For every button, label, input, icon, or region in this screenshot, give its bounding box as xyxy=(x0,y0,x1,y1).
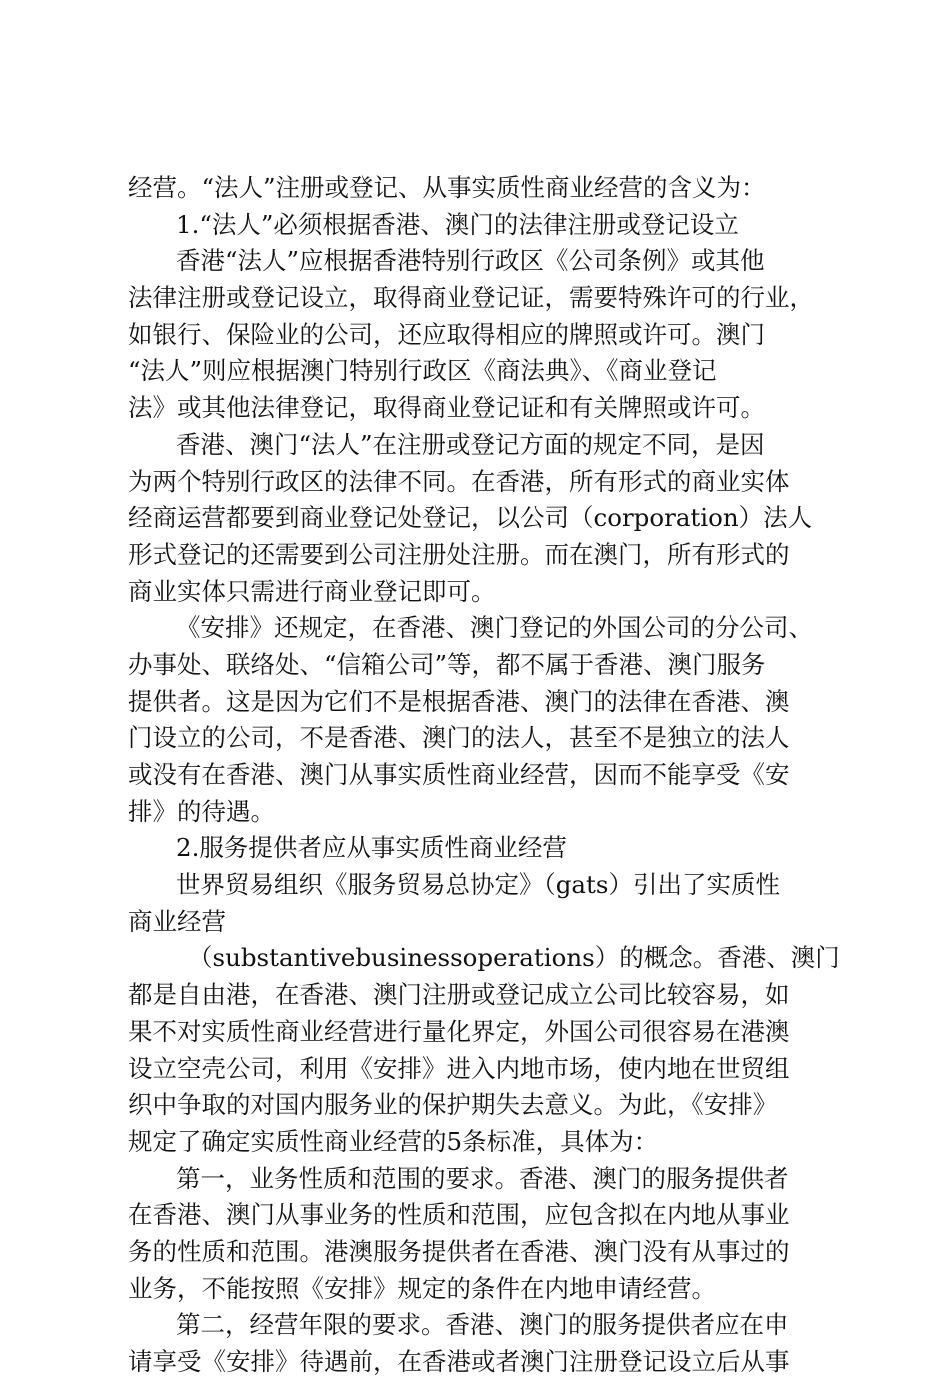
text-line: 商业实体只需进行商业登记即可。 xyxy=(128,576,496,606)
text-line: 规定了确定实质性商业经营的5条标准，具体为： xyxy=(128,1126,659,1156)
text-line: 为两个特别行政区的法律不同。在香港，所有形式的商业实体 xyxy=(128,466,790,496)
text-line: 提供者。这是因为它们不是根据香港、澳门的法律在香港、澳 xyxy=(128,686,790,716)
text-line: 设立空壳公司，利用《安排》进入内地市场，使内地在世贸组 xyxy=(128,1053,790,1083)
text-line: 香港、澳门“法人”在注册或登记方面的规定不同，是因 xyxy=(176,429,765,459)
text-line: 经商运营都要到商业登记处登记，以公司（corporation）法人 xyxy=(128,503,813,533)
text-line: 第一，业务性质和范围的要求。香港、澳门的服务提供者 xyxy=(176,1163,789,1193)
document-body xyxy=(128,170,848,1381)
text-line: 业务，不能按照《安排》规定的条件在内地申请经营。 xyxy=(128,1273,716,1303)
section-heading-2: 2.服务提供者应从事实质性商业经营 xyxy=(176,833,567,863)
text-line: 如银行、保险业的公司，还应取得相应的牌照或许可。澳门 xyxy=(128,319,765,349)
text-line: 都是自由港，在香港、澳门注册或登记成立公司比较容易，如 xyxy=(128,980,790,1010)
text-line: 或没有在香港、澳门从事实质性商业经营，因而不能享受《安 xyxy=(128,760,790,789)
text-line: 门设立的公司，不是香港、澳门的法人，甚至不是独立的法人 xyxy=(128,723,790,753)
text-line: 第二，经营年限的要求。香港、澳门的服务提供者应在申 xyxy=(176,1310,789,1340)
text-line: （substantivebusinessoperations）的概念。香港、澳门 xyxy=(188,943,840,973)
text-line: 办事处、联络处、“信箱公司”等，都不属于香港、澳门服务 xyxy=(128,649,766,679)
text-line: 法律注册或登记设立，取得商业登记证，需要特殊许可的行业， xyxy=(128,283,814,313)
text-line: 务的性质和范围。港澳服务提供者在香港、澳门没有从事过的 xyxy=(128,1236,790,1266)
section-heading-1: 1.“法人”必须根据香港、澳门的法律注册或登记设立 xyxy=(176,209,739,239)
text-line: 在香港、澳门从事业务的性质和范围，应包含拟在内地从事业 xyxy=(128,1200,790,1230)
text-line: 《安排》还规定，在香港、澳门登记的外国公司的分公司、 xyxy=(176,613,813,643)
text-line: 请享受《安排》待遇前，在香港或者澳门注册登记设立后从事 xyxy=(128,1347,790,1376)
text-line: 织中争取的对国内服务业的保护期失去意义。为此，《安排》 xyxy=(128,1090,778,1120)
text-line: 排》的待遇。 xyxy=(128,796,275,826)
text-line: 果不对实质性商业经营进行量化界定，外国公司很容易在港澳 xyxy=(128,1016,790,1046)
text-line: 经营。“法人”注册或登记、从事实质性商业经营的含义为： xyxy=(128,173,766,202)
text-line: 商业经营 xyxy=(128,906,226,936)
text-line: 法》或其他法律登记，取得商业登记证和有关牌照或许可。 xyxy=(128,393,765,423)
text-line: 形式登记的还需要到公司注册处注册。而在澳门，所有形式的 xyxy=(128,539,790,569)
text-line: 香港“法人”应根据香港特别行政区《公司条例》或其他 xyxy=(176,246,765,276)
text-line: “法人”则应根据澳门特别行政区《商法典》、《商业登记 xyxy=(128,356,717,386)
text-line: 世界贸易组织《服务贸易总协定》（gats）引出了实质性 xyxy=(176,870,780,900)
